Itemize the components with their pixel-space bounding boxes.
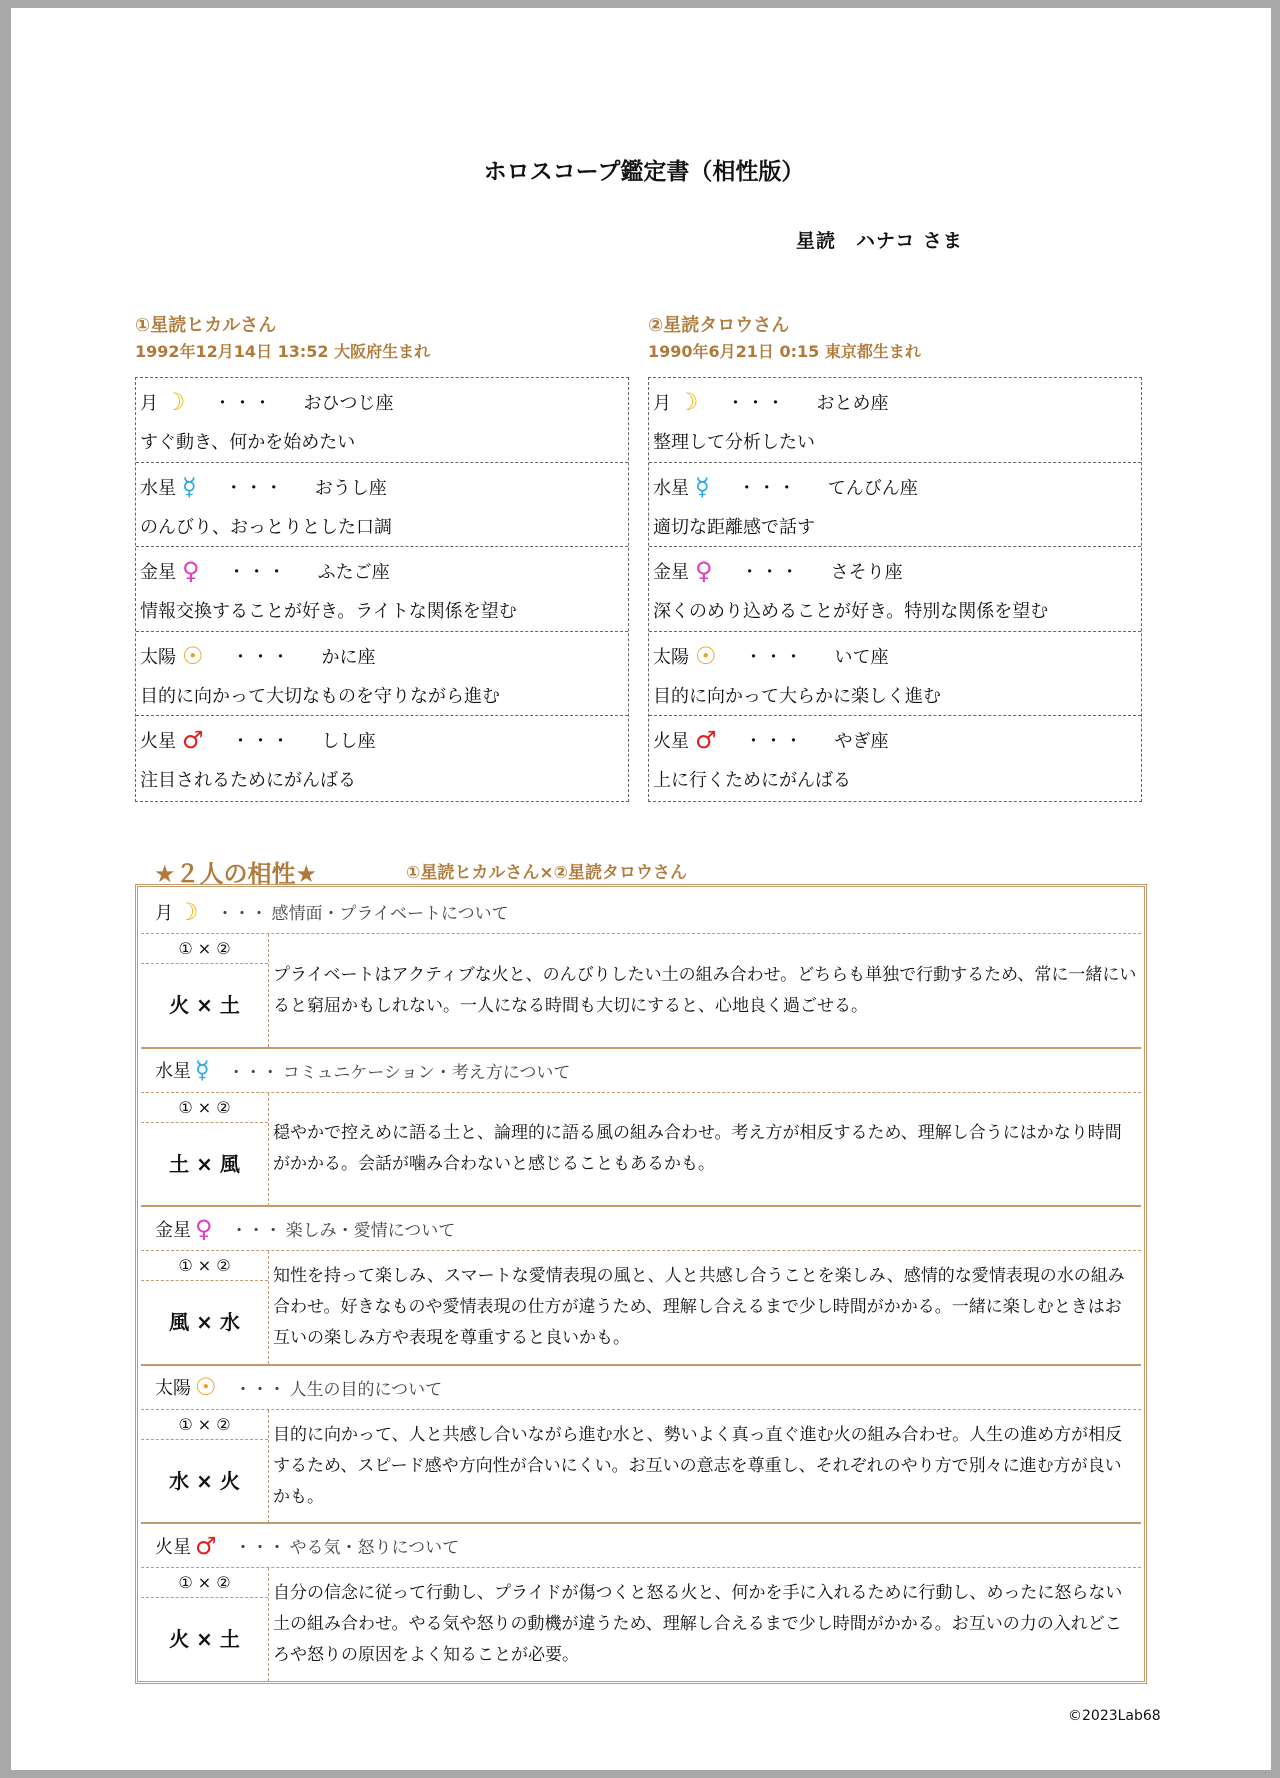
planet-name: 金星: [140, 562, 176, 584]
planet-symbol-icon: ☿: [195, 1056, 210, 1085]
planet-cell: [136, 547, 628, 632]
pair-label: ① × ②: [141, 1410, 268, 1440]
compat-header: [141, 1207, 1141, 1251]
dots: ・・・: [213, 393, 274, 414]
birth-info: 1990年6月21日 0:15 東京都生まれ: [648, 342, 921, 361]
dots: ・・・: [744, 731, 805, 753]
pair-label: ① × ②: [141, 1251, 268, 1281]
dots: ・・・: [737, 477, 798, 499]
planet-symbol-icon: ♀: [195, 1214, 213, 1243]
planet-symbol-icon: ☽: [177, 897, 199, 926]
zodiac-sign: かに座: [321, 646, 376, 668]
compat-topic: 楽しみ・愛情について: [285, 1221, 456, 1242]
planet-description: 情報交換することが好き。ライトな関係を望む: [140, 601, 517, 623]
compat-section: [141, 1049, 1141, 1208]
planet-cell: [136, 463, 628, 548]
planet-description: 深くのめり込めることが好き。特別な関係を望む: [653, 601, 1049, 623]
planet-symbol-icon: ☉: [182, 641, 204, 670]
pair-label: ① × ②: [141, 1093, 268, 1123]
dots: ・・・: [231, 646, 292, 668]
planet-name: 火星: [140, 731, 176, 753]
planet-symbol-icon: ♂: [182, 726, 204, 755]
compatibility-table: [135, 884, 1147, 1684]
zodiac-sign: おとめ座: [816, 393, 889, 414]
compat-header: [141, 890, 1141, 934]
compat-text: 目的に向かって、人と共感し合いながら進む水と、勢いよく真っ直ぐ進む火の組み合わせ。人生の進め方が相反するため、スピード感や方向性が合いにくい。お互いの意志を尊重し、それぞれのやり方で別々に進む方が良いかも。: [273, 1424, 1123, 1507]
planet-symbol-icon: ♂: [195, 1531, 217, 1560]
planet-description: すぐ動き、何かを始めたい: [140, 432, 356, 453]
element-pair: 風 × 水: [169, 1310, 240, 1335]
dots: ・・・: [234, 1379, 286, 1400]
pair-label: ① × ②: [141, 934, 268, 964]
compat-topic: やる気・怒りについて: [289, 1538, 460, 1559]
planet-cell: [136, 632, 628, 717]
compat-header: [141, 1049, 1141, 1093]
planet-description: 整理して分析したい: [653, 432, 815, 453]
element-pair: 火 × 土: [169, 1627, 240, 1652]
dots: ・・・: [230, 1221, 282, 1242]
planet-description: 目的に向かって大切なものを守りながら進む: [140, 685, 500, 707]
planet-table: [135, 377, 629, 802]
planet-cell: [649, 378, 1141, 463]
planet-description: 上に行くためにがんばる: [653, 770, 851, 792]
planet-cell: [136, 716, 628, 801]
compat-subtitle: ①星読ヒカルさん×②星読タロウさん: [406, 863, 688, 883]
planet-name: 太陽: [140, 646, 176, 668]
compat-topic: 感情面・プライベートについて: [271, 904, 509, 924]
birth-info: 1992年12月14日 13:52 大阪府生まれ: [135, 342, 431, 361]
planet-name: 金星: [653, 562, 689, 584]
planet-cell: [649, 463, 1141, 548]
planet-cell: [649, 632, 1141, 717]
person-panel: [648, 311, 1142, 802]
planet-name: 月: [140, 393, 158, 414]
compat-header: [141, 1524, 1141, 1568]
planet-table: [648, 377, 1142, 802]
compat-text: 知性を持って楽しみ、スマートな愛情表現の風と、人と共感し合うことを楽しみ、感情的な愛情表現の水の組み合わせ。好きなものや愛情表現の仕方が違うため、理解し合えるまで少し時間がかかる。一緒に楽しむときはお互いの楽しみ方や表現を尊重すると良いかも。: [273, 1266, 1125, 1349]
compat-section: [141, 1366, 1141, 1525]
planet-cell: [649, 547, 1141, 632]
planet-name: 火星: [155, 1536, 191, 1558]
dots: ・・・: [231, 731, 292, 753]
compat-title: ★２人の相性★: [154, 860, 318, 888]
dots: ・・・: [234, 1538, 286, 1559]
zodiac-sign: いて座: [834, 646, 889, 668]
planet-symbol-icon: ♂: [695, 726, 717, 755]
planet-description: のんびり、おっとりとした口調: [140, 516, 392, 538]
page-title: ホロスコープ鑑定書（相性版）: [483, 159, 805, 185]
planet-name: 太陽: [653, 646, 689, 668]
zodiac-sign: てんびん座: [827, 477, 918, 499]
dots: ・・・: [740, 562, 801, 584]
dots: ・・・: [744, 646, 805, 668]
zodiac-sign: おうし座: [314, 477, 387, 499]
planet-symbol-icon: ♀: [182, 557, 200, 586]
planet-name: 水星: [155, 1061, 191, 1083]
compat-topic: 人生の目的について: [289, 1379, 443, 1400]
compat-topic: コミュニケーション・考え方について: [282, 1062, 571, 1083]
planet-name: 太陽: [155, 1378, 191, 1400]
compat-header: [141, 1366, 1141, 1410]
pair-label: ① × ②: [141, 1568, 268, 1598]
element-pair: 土 × 風: [169, 1151, 240, 1176]
copyright: ©2023Lab68: [1068, 1708, 1161, 1724]
zodiac-sign: しし座: [321, 731, 376, 753]
planet-name: 水星: [653, 477, 689, 499]
planet-description: 目的に向かって大らかに楽しく進む: [653, 685, 941, 707]
planet-symbol-icon: ☽: [677, 388, 699, 416]
dots: ・・・: [216, 904, 268, 924]
planet-description: 適切な距離感で話す: [653, 516, 815, 538]
planet-symbol-icon: ☉: [695, 641, 717, 670]
compat-text: 穏やかで控えめに語る土と、論理的に語る風の組み合わせ。考え方が相反するため、理解し合うにはかなり時間がかかる。会話が噛み合わないと感じることもあるかも。: [273, 1123, 1122, 1175]
element-pair: 火 × 土: [169, 993, 240, 1017]
planet-name: 火星: [653, 731, 689, 753]
planet-cell: [136, 378, 628, 463]
planet-name: 月: [155, 902, 173, 924]
compat-text: プライベートはアクティブな火と、のんびりしたい土の組み合わせ。どちらも単独で行動するため、常に一緒にいると窮屈かもしれない。一人になる時間も大切にすると、心地良く過ごせる。: [273, 964, 1137, 1016]
dots: ・・・: [227, 1062, 279, 1083]
compat-section: [141, 890, 1141, 1049]
compat-section: [141, 1524, 1141, 1683]
planet-description: 注目されるためにがんばる: [140, 770, 356, 792]
zodiac-sign: やぎ座: [834, 731, 889, 753]
person-name: ②星読タロウさん: [648, 315, 790, 336]
planet-symbol-icon: ☽: [164, 388, 186, 416]
person-name: ①星読ヒカルさん: [135, 315, 277, 336]
planet-symbol-icon: ☉: [195, 1373, 217, 1402]
zodiac-sign: さそり座: [830, 562, 903, 584]
customer-name: 星読 ハナコ さま: [796, 230, 963, 252]
planet-cell: [649, 716, 1141, 801]
planet-symbol-icon: ♀: [695, 557, 713, 586]
zodiac-sign: ふたご座: [317, 562, 390, 584]
compat-section: [141, 1207, 1141, 1366]
compat-text: 自分の信念に従って行動し、プライドが傷つくと怒る火と、何かを手に入れるために行動し、めったに怒らない土の組み合わせ。やる気や怒りの動機が違うため、理解し合えるまで少し時間がかかる。お互いの力の入れどころや怒りの原因をよく知ることが必要。: [273, 1583, 1123, 1666]
dots: ・・・: [726, 393, 787, 414]
dots: ・・・: [224, 477, 285, 499]
element-pair: 水 × 火: [169, 1468, 240, 1493]
person-panel: [135, 311, 629, 802]
planet-name: 金星: [155, 1219, 191, 1241]
dots: ・・・: [227, 562, 288, 584]
planet-symbol-icon: ☿: [695, 472, 710, 501]
zodiac-sign: おひつじ座: [303, 393, 394, 414]
horoscope-page: [11, 8, 1271, 1770]
planet-symbol-icon: ☿: [182, 472, 197, 501]
planet-name: 水星: [140, 477, 176, 499]
planet-name: 月: [653, 393, 671, 414]
